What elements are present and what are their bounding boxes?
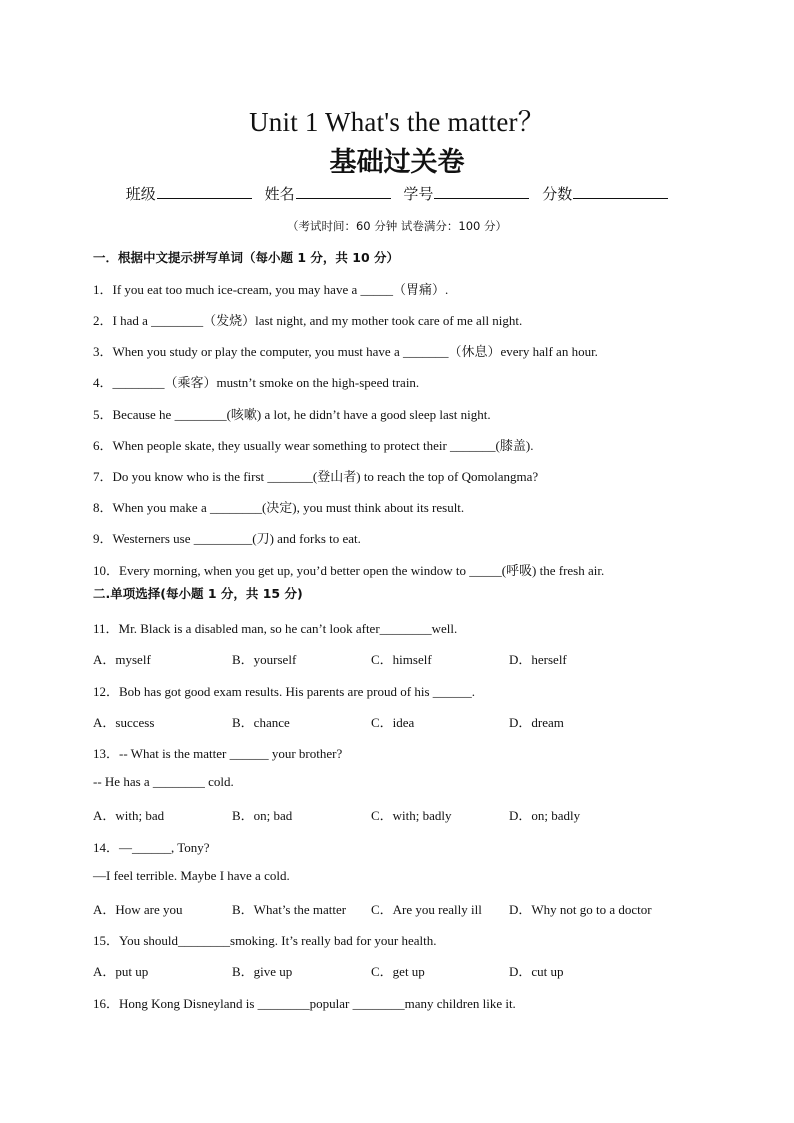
question-14: 14．—______, Tony? xyxy=(93,840,210,855)
score-label: 分数 xyxy=(542,185,573,203)
option-d[interactable]: D．dream xyxy=(509,715,564,730)
option-c[interactable]: C．get up xyxy=(371,964,425,979)
question-1: 1．If you eat too much ice-cream, you may have a _____（胃痛）. xyxy=(93,282,449,297)
question-11: 11．Mr. Black is a disabled man, so he can’t look after________well. xyxy=(93,621,458,636)
name-label: 姓名 xyxy=(264,185,295,203)
title-chinese: 基础过关卷 xyxy=(329,147,465,178)
option-a[interactable]: A．with; bad xyxy=(93,808,165,823)
class-blank[interactable] xyxy=(157,184,252,199)
question-16: 16．Hong Kong Disneyland is ________popular ________many children like it. xyxy=(93,996,516,1011)
option-c[interactable]: C．Are you really ill xyxy=(371,902,482,917)
student-id-label: 学号 xyxy=(403,185,434,203)
name-blank[interactable] xyxy=(296,184,391,199)
question-10: 10．Every morning, when you get up, you’d better open the window to _____(呼吸) the fresh air. xyxy=(93,563,605,578)
question-8: 8．When you make a ________(决定), you must think about its result. xyxy=(93,500,465,515)
option-a[interactable]: A．success xyxy=(93,715,155,730)
class-field xyxy=(126,183,252,204)
question-2: 2．I had a ________（发烧）last night, and my mother took care of me all night. xyxy=(93,313,523,328)
option-a[interactable]: A．put up xyxy=(93,964,149,979)
option-d[interactable]: D．cut up xyxy=(509,964,564,979)
option-b[interactable]: B．give up xyxy=(232,964,293,979)
question-14-reply: —I feel terrible. Maybe I have a cold. xyxy=(93,868,290,883)
class-label: 班级 xyxy=(125,185,156,203)
option-a[interactable]: A．How are you xyxy=(93,902,183,917)
name-field xyxy=(265,183,391,204)
question-12: 12．Bob has got good exam results. His parents are proud of his ______. xyxy=(93,684,476,699)
question-9: 9．Westerners use _________(刀) and forks to eat. xyxy=(93,531,361,546)
section2-heading: 二.单项选择(每小题 1 分，共 15 分) xyxy=(93,586,303,601)
option-b[interactable]: B．chance xyxy=(232,715,290,730)
exam-meta: （考试时间：60 分钟 试卷满分：100 分） xyxy=(286,219,508,233)
option-c[interactable]: C．himself xyxy=(371,652,432,667)
question-13-reply: -- He has a ________ cold. xyxy=(93,774,234,789)
option-b[interactable]: B．yourself xyxy=(232,652,297,667)
student-info-row xyxy=(0,183,794,204)
question-3: 3．When you study or play the computer, you must have a _______（休息）every half an hour. xyxy=(93,344,598,359)
question-13: 13．-- What is the matter ______ your brother? xyxy=(93,746,343,761)
option-d[interactable]: D．on; badly xyxy=(509,808,581,823)
student-id-field xyxy=(403,183,529,204)
option-c[interactable]: C．idea xyxy=(371,715,415,730)
title-english: Unit 1 What's the matter？ xyxy=(249,107,545,137)
question-4: 4．________（乘客）mustn’t smoke on the high-speed train. xyxy=(93,375,420,390)
score-blank[interactable] xyxy=(573,184,668,199)
question-6: 6．When people skate, they usually wear something to protect their _______(膝盖). xyxy=(93,438,534,453)
score-field xyxy=(542,183,668,204)
option-c[interactable]: C．with; badly xyxy=(371,808,452,823)
option-d[interactable]: D．Why not go to a doctor xyxy=(509,902,652,917)
option-d[interactable]: D．herself xyxy=(509,652,567,667)
option-b[interactable]: B．on; bad xyxy=(232,808,293,823)
question-7: 7．Do you know who is the first _______(登山者) to reach the top of Qomolangma? xyxy=(93,469,539,484)
student-id-blank[interactable] xyxy=(434,184,529,199)
option-a[interactable]: A．myself xyxy=(93,652,151,667)
question-15: 15．You should________smoking. It’s really bad for your health. xyxy=(93,933,437,948)
section1-heading: 一．根据中文提示拼写单词（每小题 1 分，共 10 分） xyxy=(93,250,400,265)
option-b[interactable]: B．What’s the matter xyxy=(232,902,347,917)
question-5: 5．Because he ________(咳嗽) a lot, he didn’t have a good sleep last night. xyxy=(93,407,491,422)
